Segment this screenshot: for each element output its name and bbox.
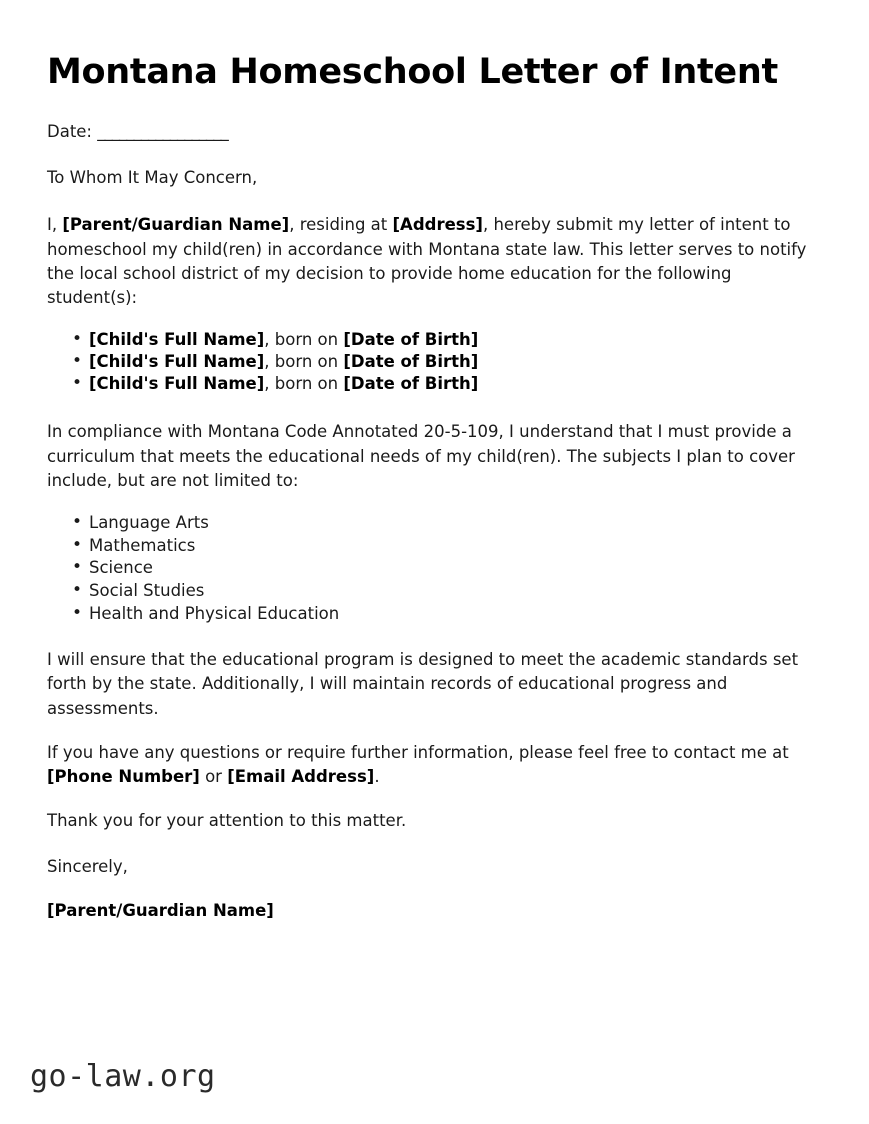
date-blank-field[interactable]: __________________: [97, 122, 228, 142]
list-item: • Mathematics: [89, 536, 822, 557]
signature-name: [Parent/Guardian Name]: [47, 900, 274, 920]
intro-part2: , residing at: [289, 215, 393, 235]
child-dob-placeholder: [Date of Birth]: [343, 374, 479, 394]
email-address-placeholder: [Email Address]: [227, 767, 375, 787]
list-item: • Social Studies: [89, 581, 822, 602]
sincerely-line: Sincerely,: [47, 856, 128, 876]
document-body: [47, 52, 822, 920]
child-born-separator: , born on: [264, 352, 344, 372]
date-label: Date:: [47, 122, 92, 142]
page-title: Montana Homeschool Letter of Intent: [47, 52, 778, 92]
compliance-paragraph: In compliance with Montana Code Annotated 20-5-109, I understand that I must provide a curriculum that meets the educational needs of my child(ren). The subjects I plan to cover include, but are not limited to:: [47, 422, 795, 490]
child-name-placeholder: [Child's Full Name]: [89, 352, 265, 372]
parent-guardian-name-placeholder: [Parent/Guardian Name]: [62, 215, 290, 235]
subjects-list: [47, 513, 822, 624]
child-name-placeholder: [Child's Full Name]: [89, 330, 265, 350]
site-watermark: go-law.org: [30, 1059, 216, 1094]
address-placeholder: [Address]: [392, 215, 483, 235]
intro-part3: , hereby submit my letter of intent to homeschool my child(ren) in accordance with Montana state law. This letter serves to notify the local school district of my decision to provide home education for the following student(s):: [47, 215, 807, 308]
children-list: [47, 330, 822, 395]
standards-paragraph: I will ensure that the educational program is designed to meet the academic standards set forth by the state. Additionally, I will maintain records of educational progress and assessments.: [47, 650, 799, 718]
contact-paragraph: [47, 741, 822, 790]
list-item: • Language Arts: [89, 513, 822, 534]
contact-part1: If you have any questions or require further information, please feel free to contact me at: [47, 742, 789, 762]
thanks-line: Thank you for your attention to this matter.: [47, 811, 407, 831]
child-name-placeholder: [Child's Full Name]: [89, 374, 265, 394]
salutation: To Whom It May Concern,: [47, 168, 258, 188]
intro-paragraph: [47, 213, 822, 310]
list-item: [89, 352, 822, 373]
child-dob-placeholder: [Date of Birth]: [343, 330, 479, 350]
list-item: [89, 374, 822, 395]
child-dob-placeholder: [Date of Birth]: [343, 352, 479, 372]
contact-or-separator: or: [199, 767, 228, 787]
phone-number-placeholder: [Phone Number]: [47, 767, 200, 787]
list-item: [89, 330, 822, 351]
child-born-separator: , born on: [264, 330, 344, 350]
list-item: • Science: [89, 558, 822, 579]
child-born-separator: , born on: [264, 374, 344, 394]
date-line: [47, 120, 822, 144]
intro-part1: I,: [47, 215, 63, 235]
contact-part3: .: [374, 767, 380, 787]
list-item: • Health and Physical Education: [89, 604, 822, 625]
